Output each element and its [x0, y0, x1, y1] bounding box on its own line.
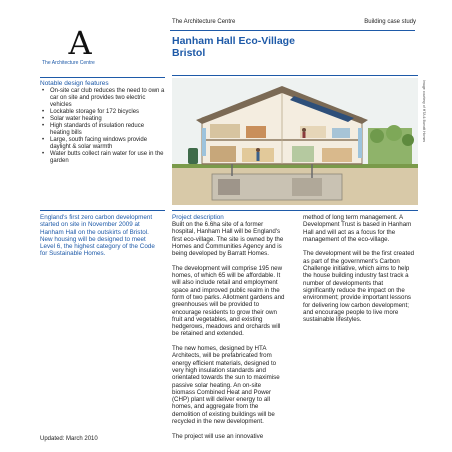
feature-item: • Large, south facing windows provide daylight & solar warmth — [40, 137, 165, 151]
features-list — [40, 88, 165, 165]
header-org: The Architecture Centre — [172, 19, 236, 25]
description-heading: Project description — [172, 214, 224, 221]
feature-item: • Solar water heating — [40, 116, 165, 123]
description-rule — [172, 210, 418, 211]
features-heading: Notable design features — [40, 80, 109, 87]
description-paragraph: Built on the 6.6ha site of a former hospital, Hanham Hall will be England's first eco-village. The site is owned by the Homes and Communities Agency and is being developed by Barratt Homes. — [172, 221, 284, 258]
logo-letter-a-icon — [62, 26, 98, 58]
illustration-rule — [172, 75, 418, 76]
description-paragraph: The project will use an innovative — [172, 432, 264, 440]
header-doc-type: Building case study — [364, 19, 416, 25]
illustration-credit-text: Image courtesy of HTA & Barratt Homes — [422, 80, 426, 143]
title-line-2: Bristol — [172, 46, 206, 59]
illustration-credit — [420, 80, 428, 160]
feature-item: • Lockable storage for 172 bicycles — [40, 109, 165, 116]
feature-item: • High standards of insulation reduce heating bills — [40, 123, 165, 137]
feature-item: • Water butts collect rain water for use in the garden — [40, 151, 165, 165]
description-paragraph: The development will be the first created as part of the government's Carbon Challenge initiative, which aims to help the house building industry fast track a number of developments that significantly reduce the impact on the environment; provide important lessons for delivering low carbon development; and encourage people to live more sustainable lifestyles. — [303, 250, 415, 324]
description-column-2 — [303, 214, 416, 331]
description-paragraph: method of long term management. A Development Trust is based in Hanham Hall and will act as a focus for the management of the eco-village. — [303, 214, 412, 243]
description-column-1 — [172, 221, 285, 447]
features-rule — [40, 77, 165, 78]
intro-text: England's first zero carbon development started on site in November 2009 at Hanham Hall on the outskirts of Bristol. New housing will be designed to meet Level 6, the highest category of the Code for Sustainable Homes. — [40, 214, 155, 258]
updated-date: Updated: March 2010 — [40, 436, 98, 442]
page-title — [172, 36, 402, 59]
header-rule — [170, 30, 415, 31]
intro-rule — [40, 210, 165, 211]
svg-text:A: A — [68, 26, 92, 58]
logo-caption: The Architecture Centre — [42, 60, 95, 66]
eco-house-cutaway-illustration — [172, 78, 418, 205]
description-paragraph: The development will comprise 195 new homes, of which 65 will be affordable. It will also include retail and employment space and improved public realm in the form of two parks. Allotment gardens and greenhouses will be provided to encourage residents to grow their own fruit and vegetables, and existing hedgerows, meadows and orchards will be retained and extended. — [172, 264, 285, 338]
architecture-centre-logo — [40, 26, 120, 58]
title-line-1: Hanham Hall Eco-Village — [172, 35, 295, 47]
description-paragraph: The new homes, designed by HTA Architects, will be prefabricated from energy efficient materials, designed to very high insulation standards and orientated towards the sun to maximise passive solar heating. An on-site biomass Combined Heat and Power (CHP) plant will deliver energy to all homes, and aggregate from the demolition of existing buildings will be recycled in the new development. — [172, 345, 280, 426]
feature-item: • On-site car club reduces the need to own a car on site and provides two electric vehicles — [40, 88, 165, 109]
